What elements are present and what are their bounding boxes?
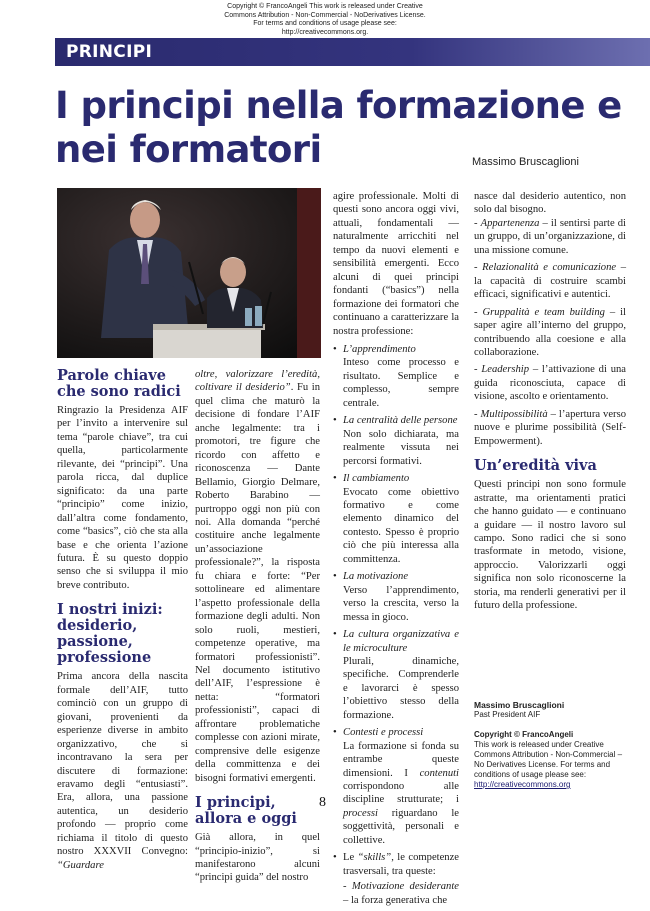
list-item: [333, 726, 459, 847]
signature-name: Massimo Bruscaglioni: [474, 700, 565, 710]
license-line-3: For terms and conditions of usage please see:: [253, 20, 397, 27]
column-4: [474, 190, 626, 613]
conference-speakers-photo: [57, 188, 321, 358]
heading-principi-allora: I principi, allora e oggi: [195, 794, 297, 828]
paragraph-inizi-text: Prima ancora della nascita formale dell’AIF, tutto cominciò con un gruppo di giovani, provenienti da esperienze diverse in ambito organizzativo, che si incontravano la sera per discutere di formazione: eravamo degli “entusiasti”. Era, allora, una passione autentica, un desiderio profondo — proprio come richiama il titolo di questo nostro XXXVII Convegno:: [57, 671, 188, 858]
skill-item-title: Relazionalità e comunicazione: [482, 262, 617, 274]
list-item: [333, 414, 459, 468]
list-item-text: Non solo dichiarata, ma realmente vissuta nei percorsi formativi.: [343, 428, 459, 467]
skill-item: - Relazionalità e comunicazione – la capacità di costruire scambi efficaci, significativi e autentici.: [474, 262, 626, 301]
list-item-title: • La cultura organizzativa e le microculture: [343, 629, 459, 654]
list-item-text: [343, 851, 459, 878]
column-1: [57, 368, 188, 872]
contesti-text-a: La formazione si fonda su entrambe queste dimensioni. I: [343, 740, 459, 779]
paragraph-eredita: Questi principi non sono formule astratte, ma orientamenti pratici che hanno guidato — e continuano a guidare — il nostro lavoro sul campo. Sono radici che si sono trasformate in metodo, visione, approccio. Valorizzarli oggi significa non solo riconoscerne la storia, ma renderli generativi per il futuro della professione.: [474, 479, 626, 612]
list-item: [333, 628, 459, 722]
license-header: [190, 3, 460, 37]
paragraph-inizi-quote: “Guardare: [57, 859, 104, 871]
list-item-title: • La centralità delle persone: [343, 415, 458, 427]
skill-item-text: – l’apertura verso nuove e plurime possibilità (Self-Empowerment).: [474, 408, 626, 447]
paragraph-intro: [57, 404, 188, 592]
list-item-text: Verso l’apprendimento, verso la crescita, verso la messa in gioco.: [343, 584, 459, 623]
article-title: I principi nella formazione e nei formatori: [55, 84, 622, 171]
column-2: [195, 368, 320, 885]
list-item-text: Evocato come obiettivo formativo e come elemento dinamico del contesto. Spesso è proprio ciò che più interessa alla committenza.: [343, 486, 459, 565]
list-item: [333, 343, 459, 410]
column-3: [333, 190, 459, 911]
skill-item-title: Motivazione desiderante: [351, 881, 459, 893]
license-line-4: http://creativecommons.org.: [281, 28, 369, 36]
contesti-text-e: riguardano le soggettività, personali e collettive.: [343, 807, 459, 846]
list-item-title: • Il cambiamento: [343, 473, 410, 485]
skill-item: - Gruppalità e team building – il saper agire all’interno del gruppo, contribuendo alla coesione e alla collaborazione.: [474, 306, 626, 358]
skill-item-text: – il sentirsi parte di un gruppo, di un’organizzazione, di una missione comune.: [474, 217, 626, 256]
signature-block: [474, 700, 626, 790]
paragraph-basics: agire professionale. Molti di questi sono ancora oggi vivi, attuali, fondamentali — naturalmente arricchiti nel tempo da nuovi elementi e sensibilità emergenti. Ecco alcuni di quei principi fondanti (“basics”) nella formazione dei formatori che continuano a caratterizzare la nostra professione:: [333, 191, 459, 337]
skill-item-title: Gruppalità e team building: [482, 306, 605, 318]
principles-list: [333, 343, 459, 907]
heading-nostri-inizi: I nostri inizi: desiderio, passione, professione: [57, 601, 163, 667]
creative-commons-link[interactable]: http://creativecommons.org: [474, 780, 571, 789]
list-item-title: • Contesti e processi: [343, 727, 424, 739]
contesti-text-b: contenuti: [419, 767, 459, 779]
skill-item: - Multipossibilità – l’apertura verso nuove e plurime possibilità (Self-Empowerment).: [474, 408, 626, 447]
article-photo: [57, 188, 321, 358]
paragraph-intro-text: Ringrazio la Presidenza AIF per l’invito a intervenire sul tema “parole chiave”, tra cui quella, particolarmente rilevante, dei “principi”. Una parola ricca, dal duplice significato: da una parte “principio” come inizio, dall’altra come fondamento, come “basics”, ciò che sta alla base e che orienta l’azione futura. È su questo doppio senso che si sviluppa il mio breve contributo.: [57, 405, 188, 591]
author-byline: Massimo Bruscaglioni: [472, 156, 579, 168]
heading-parole-chiave: Parole chiave che sono radici: [57, 367, 181, 400]
skill-item-title: Multipossibilità: [480, 408, 548, 420]
skill-continuation: nasce dal desiderio autentico, non solo dal bisogno.: [474, 191, 626, 216]
section-label: PRINCIPI: [66, 42, 153, 62]
skill-item-title: Appartenenza: [480, 217, 540, 229]
paragraph-fondazione: [195, 368, 320, 785]
list-item: [333, 570, 459, 624]
paragraph-inizi: [57, 670, 188, 872]
convegno-title-cont: oltre, valorizzare l’eredità, coltivare il desiderio”: [195, 369, 320, 394]
list-item-text: [343, 740, 459, 848]
license-line-1: Copyright © FrancoAngeli This work is released under Creative: [227, 3, 423, 10]
skill-item-text: – la capacità di costruire scambi efficaci, significativi e autentici.: [474, 262, 626, 301]
contesti-text-d: processi: [343, 807, 378, 819]
skills-text-b: “skills”: [357, 852, 392, 864]
skill-item-text: – l’attivazione di una guida riconosciuta, capace di visione, ascolto e orientamento.: [474, 364, 626, 403]
signature-role: Past President AIF: [474, 710, 541, 719]
paragraph-principi-allora: Già allora, in quel “principio-inizio”, si manifestarono alcuni “principi guida” del nostro: [195, 832, 320, 884]
license-text: This work is released under Creative Commons Attribution - Non-Commercial – No Derivatives License. For terms and conditions of usage please see:: [474, 740, 623, 779]
list-item-title: • La motivazione: [343, 571, 409, 583]
skill-item-title: Leadership: [481, 364, 530, 376]
skill-item: - Leadership – l’attivazione di una guida riconosciuta, capace di visione, ascolto e orientamento.: [474, 364, 626, 403]
copyright-line: Copyright © FrancoAngeli: [474, 730, 574, 739]
skill-item-text: – il saper agire all’interno del gruppo, contribuendo alla coesione e alla collaborazione.: [474, 306, 626, 358]
list-item-text: Plurali, dinamiche, specifiche. Comprenderle e lavorarci è spesso l’obiettivo stesso della formazione.: [343, 655, 459, 721]
paragraph-fondazione-text: . Fu in quel clima che maturò la decisione di fondare l’AIF anche legalmente: tra i promotori, tre figure che ricordo con affetto e riconoscenza — Dante Bellamio, Giorgio Delmare, Roberto Barabino — purtroppo oggi non più con noi. Alla domanda “perché costituire anche legalmente un’associazione professionale?”, la risposta fu chiara e forte: “Per sottolineare ed alimentare l’aspetto professionale della formazione degli adulti. Non solo ruoli, mestieri, competenze operative, ma formatori professionisti”. Nel documento istitutivo dell’AIF, l’espressione è netta: “formatori professionisti”, capaci di affrontare problematiche complesse con azioni mirate, comprensive delle esigenze della committenza e dei bisogni formativi emergenti.: [195, 382, 321, 784]
page-number: 8: [319, 795, 326, 810]
skill-item: - Appartenenza – il sentirsi parte di un gruppo, di un’organizzazione, di una missione comune.: [474, 217, 626, 256]
list-item-title: • L’apprendimento: [343, 343, 416, 355]
license-line-2: Commons Attribution - Non-Commercial - NoDerivatives License.: [224, 11, 426, 19]
skill-item: - Motivazione desiderante – la forza generativa che: [343, 881, 459, 906]
contesti-text-c: corrispondono alle discipline strutturate; i: [343, 781, 459, 806]
skills-text-c: , le competenze trasversali, tra queste:: [343, 852, 459, 877]
list-item-text: Inteso come processo e risultato. Semplice e complesso, sempre centrale.: [343, 357, 459, 409]
skill-item-text: – la forza generativa che: [343, 894, 448, 906]
list-item: [333, 851, 459, 907]
heading-eredita-viva: Un’eredità viva: [474, 457, 597, 475]
skills-text-a: Le: [343, 852, 358, 864]
list-item: [333, 472, 459, 566]
